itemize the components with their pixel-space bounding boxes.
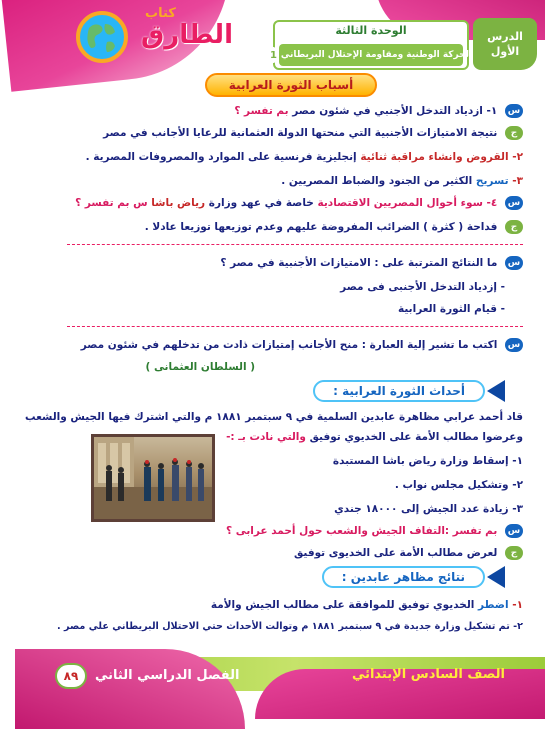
lesson-label-line2: الأول (490, 45, 520, 58)
point-2-highlight: القروض وانشاء مراقبة ثنائية (360, 151, 509, 163)
results-item-1: - إزدياد التدخل الأجنبى فى مصر (340, 281, 505, 293)
sultan-answer: ( السلطان العثمانى ) (145, 361, 255, 373)
answer-5-row (225, 546, 523, 560)
answer-5-text: لعرض مطالب الأمة على الخديوى توفيق (293, 547, 498, 559)
outcome-1-text: الخديوي توفيق للموافقة على مطالب الجيش والأمة (210, 599, 475, 611)
unit-title: الوحدة الثالثة (335, 24, 407, 37)
point-3-highlight: تسريح (475, 175, 509, 187)
answer-badge: ج (505, 126, 523, 140)
outcomes-heading: نتائج مظاهر عابدين : (322, 566, 485, 588)
dashed-separator (67, 326, 523, 327)
logo-name-text: الطارق (141, 20, 233, 50)
point-3-number: ٣- (512, 175, 523, 187)
question-1-text: ١- ازدياد التدخل الأجنبي في شئون مصر (292, 105, 498, 117)
painting-image (94, 437, 212, 519)
answer-badge: ج (505, 220, 523, 234)
question-5-text: بم تفسر :التفاف الجيش والشعب حول أحمد عرابى ؟ (225, 525, 498, 537)
events-heading: أحداث الثورة العرابية : (313, 380, 485, 402)
point-2-text: إنجليزية فرنسية على الموارد والمصروفات المصرية . (85, 151, 357, 163)
lesson-label-line1: الدرس (487, 30, 523, 43)
events-paragraph-2-a: وعرضوا مطالب الأمة على الخديوي توفيق (309, 431, 523, 443)
heading-arrow-icon (487, 566, 505, 588)
section-title: أسباب الثورة العرابية (205, 73, 377, 97)
answer-4-row (65, 220, 523, 234)
page (24, 0, 545, 709)
demand-3: ٣- زيادة عدد الجيش إلى ١٨٠٠٠ جندي (334, 503, 523, 515)
answer-1-text: نتيجة الامتيازات الأجنبية التي منحتها الدولة العثمانية للرعايا الأجانب في مصر (103, 127, 498, 139)
question-5-row (225, 524, 523, 538)
logo-book-text: كتاب (145, 6, 176, 21)
results-item-2: - قيام الثورة العرابية (398, 303, 505, 315)
question-badge: س (505, 256, 523, 270)
unit-subtitle: الحركة الوطنية ومقاومة الإحتلال البريطاني (280, 50, 473, 60)
book-logo (75, 6, 233, 70)
demand-1: ١- إسقاط وزارة رياض باشا المستبدة (332, 455, 523, 467)
globe-icon (75, 10, 129, 64)
semester-label: الفصل الدراسي الثاني (95, 668, 240, 683)
outcome-1-highlight: اضطر (478, 599, 509, 611)
unit-number: 1 (270, 47, 277, 63)
question-4-part-a: ٤- سوء أحوال المصريين الاقتصادية (317, 197, 498, 209)
unit-box (269, 20, 473, 70)
question-badge: س (505, 104, 523, 118)
outcome-1-number: ١- (512, 599, 523, 611)
results-question: ما النتائج المترتبة على : الامتيازات الأجنبية في مصر ؟ (220, 257, 498, 269)
question-4-part-c: رياض باشا (151, 197, 206, 209)
answer-1-row (65, 126, 523, 140)
point-3-row (65, 174, 523, 188)
question-badge: س (505, 338, 523, 352)
answer-4-text: فداحة ( كثرة ) الضرائب المفروضة عليهم وعدم توزيعها توزيعا عادلا . (144, 221, 498, 233)
outcome-1-row (65, 598, 523, 612)
heading-arrow-icon (487, 380, 505, 402)
point-3-text: الكثير من الجنود والضباط المصريين . (281, 175, 473, 187)
point-2-number: ٢- (512, 151, 523, 163)
demand-2: ٢- وتشكيل مجلس نواب . (394, 479, 523, 491)
point-2-row (65, 150, 523, 164)
abdeen-demonstration-illustration (91, 434, 215, 522)
events-paragraph-1: قاد أحمد عرابي مظاهرة عابدين السلمية في ٩ سبتمبر ١٨٨١ م والتي اشترك فيها الجيش والشعب (24, 411, 523, 423)
answer-badge: ج (505, 546, 523, 560)
question-4-part-d: س بم تفسر ؟ (75, 197, 148, 209)
grade-label: الصف السادس الإبتدائي (351, 667, 505, 682)
events-paragraph-2-b: والتي نادت بـ :- (226, 431, 306, 443)
lesson-tab (473, 18, 537, 70)
question-1-row (65, 104, 523, 118)
sultan-question-row (65, 338, 523, 352)
sultan-question: اكتب ما تشير إلية العبارة : منح الأجانب إمتيازات ذادت من تدخلهم في شئون مصر (80, 339, 498, 351)
outcome-2: ٢- تم تشكيل وزارة جديدة في ٩ سبتمبر ١٨٨١ م وتوالت الأحداث حتي الاحتلال البريطاني علي مصر . (57, 621, 523, 632)
dashed-separator (67, 244, 523, 245)
question-badge: س (505, 524, 523, 538)
unit-subtitle-bar (269, 44, 473, 66)
results-question-row (65, 256, 523, 270)
question-4-part-b: خاصة في عهد وزارة (208, 197, 314, 209)
page-number: ٨٩ (55, 663, 87, 689)
question-badge: س (505, 196, 523, 210)
question-1-tail: بم تفسر ؟ (234, 105, 289, 117)
question-4-row (65, 196, 523, 210)
